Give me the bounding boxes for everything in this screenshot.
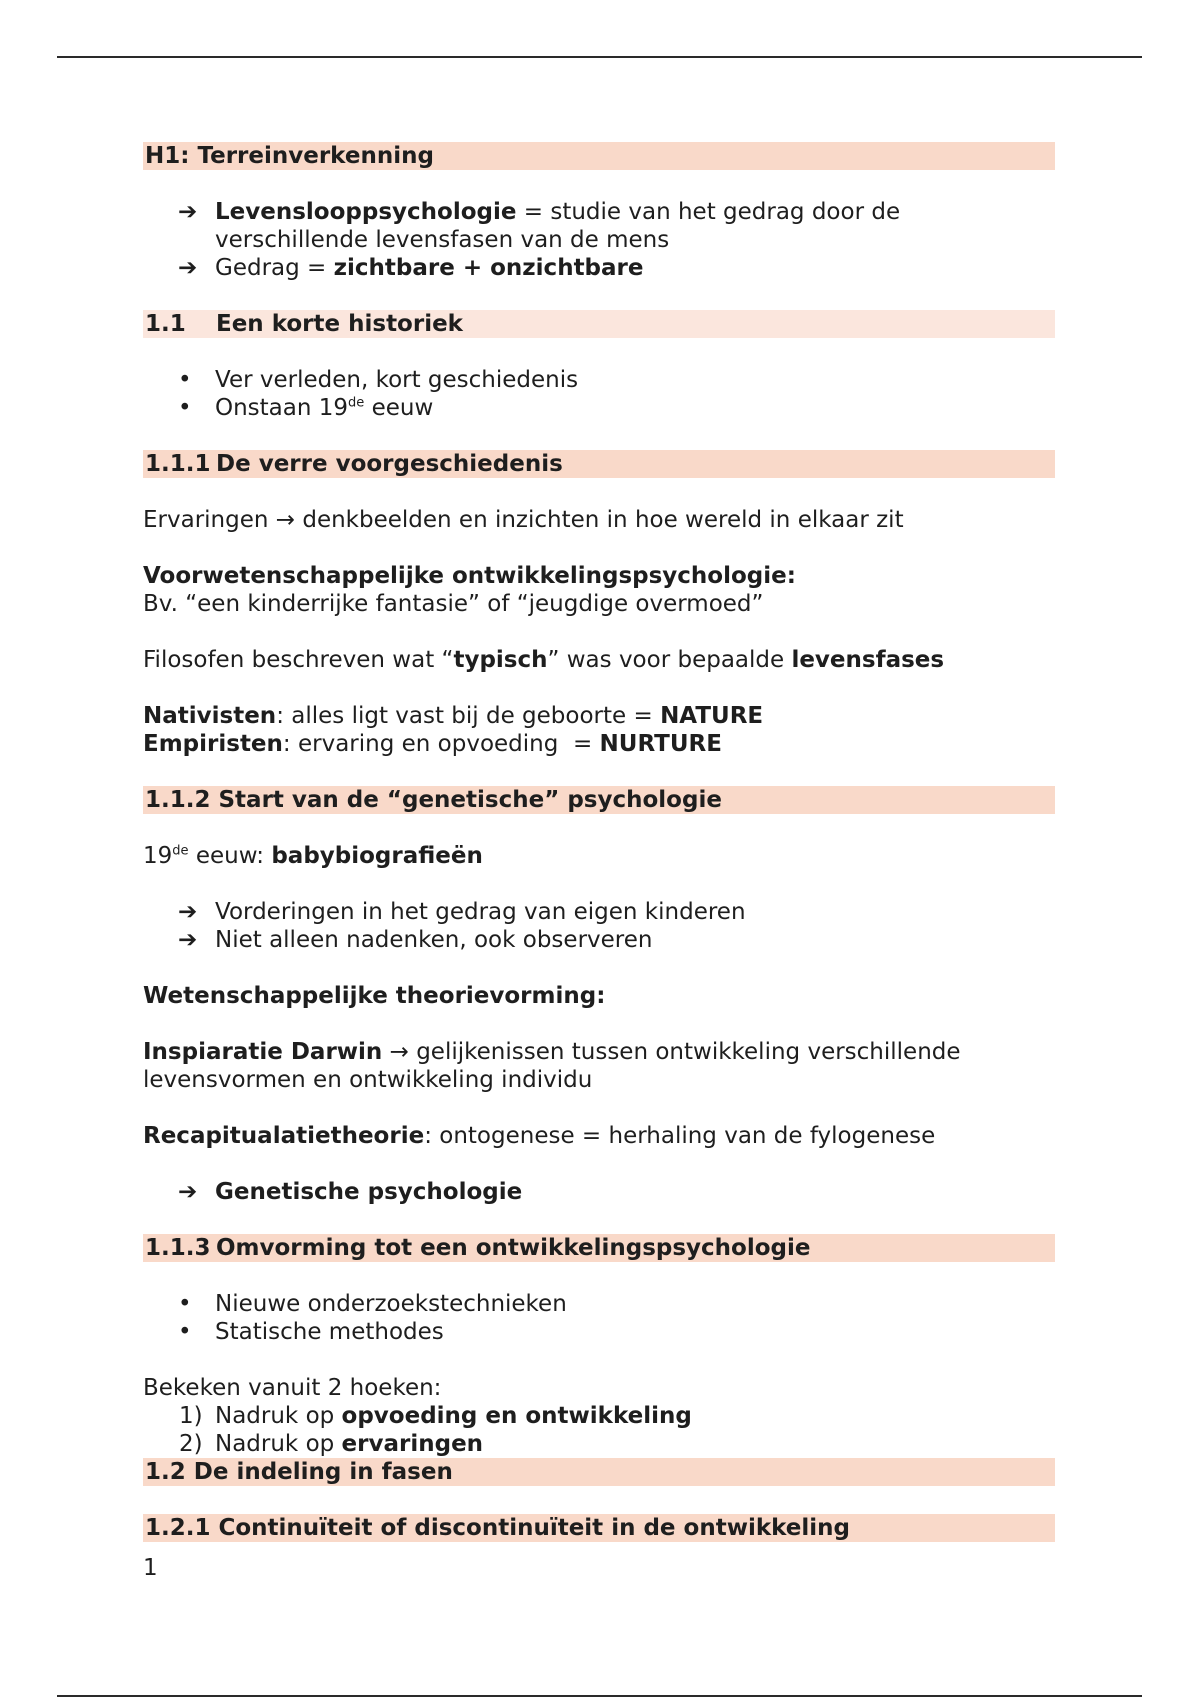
section-title: De verre voorgeschiedenis [216,451,563,477]
item-text: Nadruk op [215,1403,342,1429]
arrow-icon: ➔ [178,1179,198,1205]
item-bold: ervaringen [341,1431,484,1457]
item-text: Nadruk op [215,1431,342,1457]
bottom-rule [57,1695,1142,1697]
section-heading-1-1 [143,310,1055,338]
arrow-item [143,254,1055,282]
bullet-item [143,1290,1055,1318]
numbered-item [143,1402,1055,1430]
item-bold: zichtbare + onzichtbare [333,255,644,281]
term-bold: Nativisten [143,703,277,729]
arrow-item [143,1178,1055,1206]
paragraph [143,982,1055,1010]
bullet-item [143,1318,1055,1346]
item-text: Nieuwe onderzoekstechnieken [215,1291,567,1317]
paragraph: Bekeken vanuit 2 hoeken: [143,1375,442,1401]
term-bold: NURTURE [599,731,722,757]
page-number: 1 [143,1555,158,1581]
term-bold: Inspiaratie Darwin [143,1039,383,1065]
term-bold: Levenslooppsychologie [215,199,517,225]
item-text: Statische methodes [215,1319,444,1345]
text: : alles ligt vast bij de geboorte = [276,703,661,729]
bullet-icon: • [178,1319,192,1345]
term-bold: levensfases [791,647,945,673]
item-text: Vorderingen in het gedrag van eigen kinderen [215,899,746,925]
chapter-heading: H1: Terreinverkenning [143,142,1055,170]
item-bold: opvoeding en ontwikkeling [341,1403,692,1429]
text: Filosofen beschreven wat “ [143,647,454,673]
arrow-icon: ➔ [178,199,198,225]
paragraph [143,702,1055,730]
item-text: eeuw [364,395,434,421]
numbered-item [143,1430,1055,1458]
item-text: Niet alleen nadenken, ook observeren [215,927,653,953]
document-body [143,142,1055,1582]
arrow-item [143,198,1055,254]
paragraph [143,1122,1055,1150]
term-bold: Wetenschappelijke theorievorming: [143,983,606,1009]
arrow-item [143,898,1055,926]
section-number: 1.1.1 [145,451,211,477]
superscript: de [348,395,365,411]
section-heading-1-2: 1.2 De indeling in fasen [143,1458,1055,1486]
term-bold: babybiografieën [271,843,483,869]
section-title: Een korte historiek [216,311,463,337]
section-heading-1-1-3 [143,1234,1055,1262]
arrow-icon: ➔ [178,899,198,925]
term-bold: NATURE [660,703,764,729]
paragraph [143,730,1055,758]
arrow-item [143,926,1055,954]
term-bold: Voorwetenschappelijke ontwikkelingspsychologie: [143,563,796,589]
section-heading-1-2-1: 1.2.1 Continuïteit of discontinuïteit in de ontwikkeling [143,1514,1055,1542]
item-text: Onstaan 19 [215,395,349,421]
text: ” was voor bepaalde [547,647,792,673]
bullet-icon: • [178,395,192,421]
text: → gelijkenissen tussen ontwikkeling verschillende levensvormen en ontwikkeling individu [143,1039,961,1093]
superscript: de [172,843,189,859]
bullet-item [143,394,1055,422]
term-bold: Empiristen [143,731,283,757]
term-bold: typisch [453,647,548,673]
top-rule [57,56,1142,58]
text: 19 [143,843,173,869]
arrow-icon: ➔ [178,927,198,953]
bullet-icon: • [178,1291,192,1317]
section-heading-1-1-1 [143,450,1055,478]
paragraph: Ervaringen → denkbeelden en inzichten in hoe wereld in elkaar zit [143,507,904,533]
item-bold: Genetische psychologie [215,1179,523,1205]
paragraph [143,562,1055,590]
list-number: 1) [179,1403,203,1429]
paragraph [143,1038,1055,1094]
section-title: Omvorming tot een ontwikkelingspsychologie [216,1235,811,1261]
arrow-icon: ➔ [178,255,198,281]
item-text: Gedrag = [215,255,334,281]
text: eeuw: [188,843,272,869]
paragraph [143,842,1055,870]
term-bold: Recapitualatietheorie [143,1123,425,1149]
list-number: 2) [179,1431,203,1457]
item-text: Ver verleden, kort geschiedenis [215,367,579,393]
definition-text: = studie van het gedrag door de verschillende levensfasen van de mens [215,199,901,253]
paragraph [143,646,1055,674]
text: : ervaring en opvoeding = [282,731,600,757]
bullet-item [143,366,1055,394]
paragraph: Bv. “een kinderrijke fantasie” of “jeugdige overmoed” [143,591,764,617]
section-number: 1.1.3 [145,1235,211,1261]
section-heading-1-1-2: 1.1.2 Start van de “genetische” psychologie [143,786,1055,814]
text: : ontogenese = herhaling van de fylogenese [424,1123,936,1149]
bullet-icon: • [178,367,192,393]
section-number: 1.1 [145,311,186,337]
